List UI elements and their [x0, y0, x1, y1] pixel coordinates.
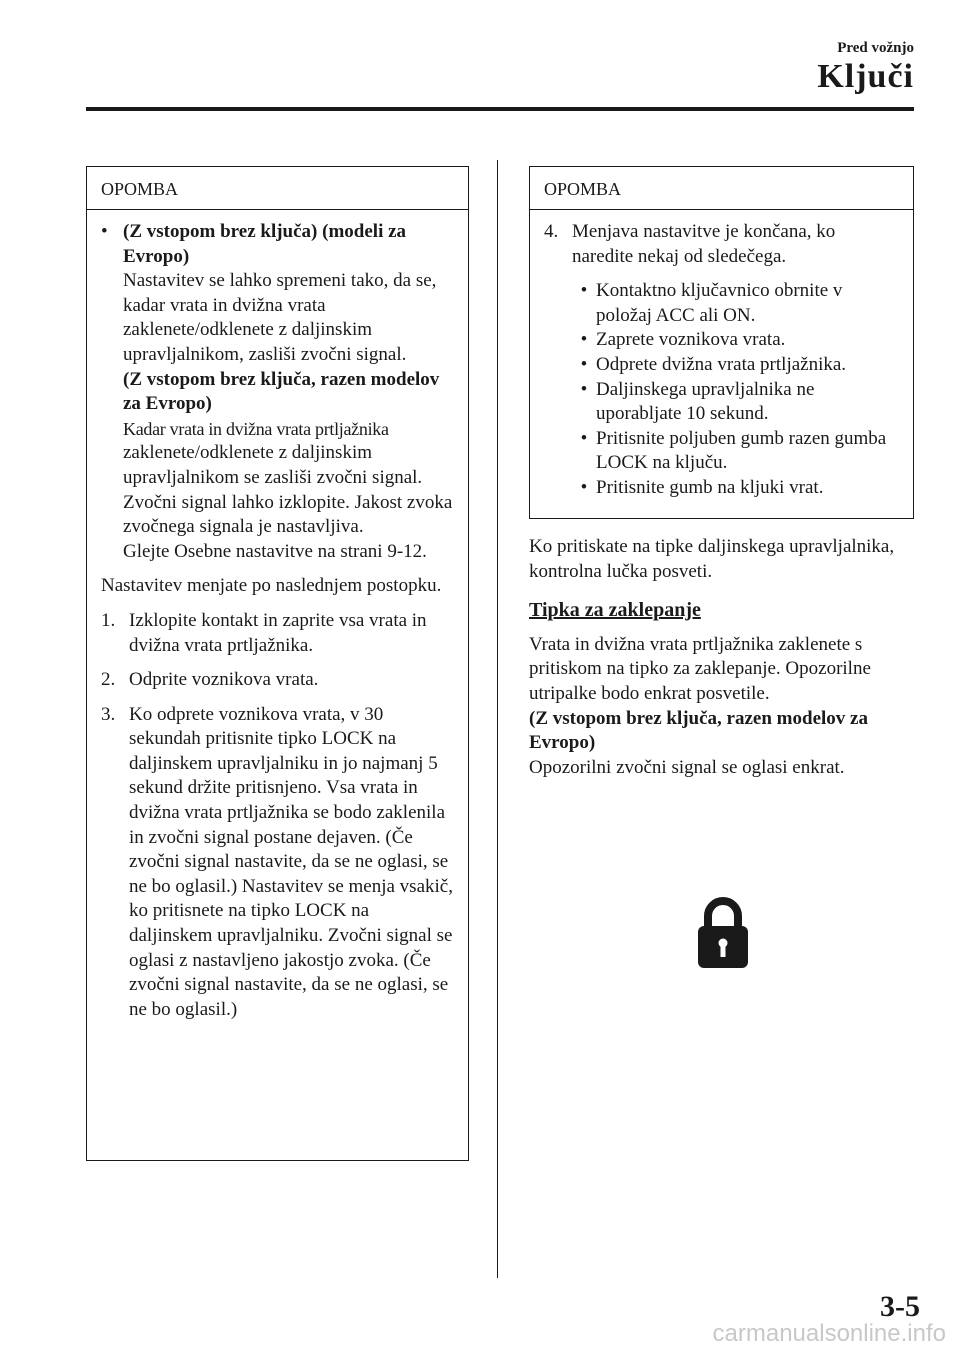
- note-body: [530, 210, 913, 513]
- section-heading: Tipka za zaklepanje: [529, 599, 701, 622]
- step-text: [572, 220, 899, 501]
- lock-paragraph: Vrata in dvižna vrata prtljažnika zaklenete s pritiskom na tipko za zaklepanje. Opozorilne utripalke bodo enkrat posvetile.: [529, 633, 871, 704]
- intro-paragraph: Ko pritiskate na tipke daljinskega upravljalnika, kontrolna lučka posveti.: [529, 536, 895, 582]
- bullet-text-3: Glejte Osebne nastavitve na strani 9-12.: [123, 540, 427, 562]
- right-body: [529, 535, 919, 780]
- list-item: • Kontaktno ključavnico obrnite v položaj ACC ali ON.: [572, 279, 899, 328]
- step-text-main: Menjava nastavitve je končana, ko naredite nekaj od sledečega.: [572, 221, 836, 267]
- header-section: Pred vožnjo: [837, 40, 914, 56]
- step-item: [101, 703, 454, 1023]
- step-number: 3.: [101, 703, 116, 725]
- header-rule: [86, 107, 914, 111]
- bullet-marker: •: [580, 353, 588, 375]
- list-item: • Zaprete voznikova vrata.: [572, 328, 899, 353]
- step-number: 1.: [101, 609, 116, 631]
- bullet-marker: •: [101, 221, 108, 242]
- lock-heading-2: (Z vstopom brez ključa, razen modelov za Evropo): [529, 707, 868, 754]
- step-number: 4.: [544, 221, 559, 242]
- note-body: [87, 210, 468, 1044]
- condition-list: [572, 279, 899, 500]
- bullet-text-2-rest: zaklenete/odklenete z daljinskim upravljalnikom se zasliši zvočni signal. Zvočni signal lahko izklopite. Jakost zvoka zvočnega signala je nastavljiva.: [123, 442, 453, 538]
- procedure-intro: Nastavitev menjate po naslednjem postopku.: [101, 575, 442, 597]
- list-item: • Odprete dvižna vrata prtljažnika.: [572, 353, 899, 378]
- step-item: [101, 668, 454, 693]
- bullet-heading: (Z vstopom brez ključa) (modeli za Evropo): [123, 221, 407, 267]
- page-title: Ključi: [817, 58, 914, 95]
- step-item: [544, 220, 899, 501]
- bullet-marker: •: [580, 280, 588, 302]
- bullet-marker: •: [580, 329, 588, 351]
- bullet-content: [123, 220, 454, 564]
- note-title: OPOMBA: [530, 167, 913, 210]
- bullet-marker: •: [580, 476, 588, 498]
- column-divider: [497, 160, 498, 1278]
- lock-paragraph-2: Opozorilni zvočni signal se oglasi enkrat.: [529, 756, 845, 778]
- bullet-marker: •: [580, 378, 588, 400]
- watermark: carmanualsonline.info: [712, 1320, 946, 1347]
- list-item: • Pritisnite poljuben gumb razen gumba LOCK na ključu.: [572, 427, 899, 476]
- page-number: 3-5: [880, 1290, 920, 1323]
- note-box-left: [86, 166, 469, 1161]
- list-item: • Pritisnite gumb na kljuki vrat.: [572, 476, 899, 501]
- lock-icon: [697, 895, 749, 969]
- bullet-marker: •: [580, 427, 588, 449]
- note-bullet: [101, 220, 454, 564]
- bullet-heading-2: (Z vstopom brez ključa, razen modelov za Evropo): [123, 368, 440, 415]
- bullet-text: Nastavitev se lahko spremeni tako, da se, kadar vrata in dvižna vrata zaklenete/odklenete z daljinskim upravljalnikom, zasliši zvočni signal.: [123, 270, 437, 365]
- bullet-text-2-first: Kadar vrata in dvižna vrata prtljažnika: [123, 418, 389, 439]
- step-text: Izklopite kontakt in zaprite vsa vrata in dvižna vrata prtljažnika.: [129, 609, 427, 656]
- step-text: Odprite voznikova vrata.: [129, 669, 319, 691]
- step-text: Ko odprete voznikova vrata, v 30 sekundah pritisnite tipko LOCK na daljinskem upravljalniku in jo najmanj 5 sekund držite pritisnjeno. Vsa vrata in dvižna vrata prtljažnika se bodo zaklenila in zvočni signal postane dejaven. (Če zvočni signal nastavite, da se ne oglasi, se ne bo oglasil.) Nastavitev se menja vsakič, ko pritisnete na tipko LOCK na daljinskem upravljalniku. Zvočni signal se oglasi z nastavljeno jakostjo zvoka. (Če zvočni signal nastavite, da se ne oglasi, se ne bo oglasil.): [129, 703, 453, 1020]
- list-item: • Daljinskega upravljalnika ne uporabljate 10 sekund.: [572, 378, 899, 427]
- note-box-right: [529, 166, 914, 519]
- note-title: OPOMBA: [87, 167, 468, 210]
- step-item: [101, 609, 454, 658]
- step-number: 2.: [101, 669, 116, 691]
